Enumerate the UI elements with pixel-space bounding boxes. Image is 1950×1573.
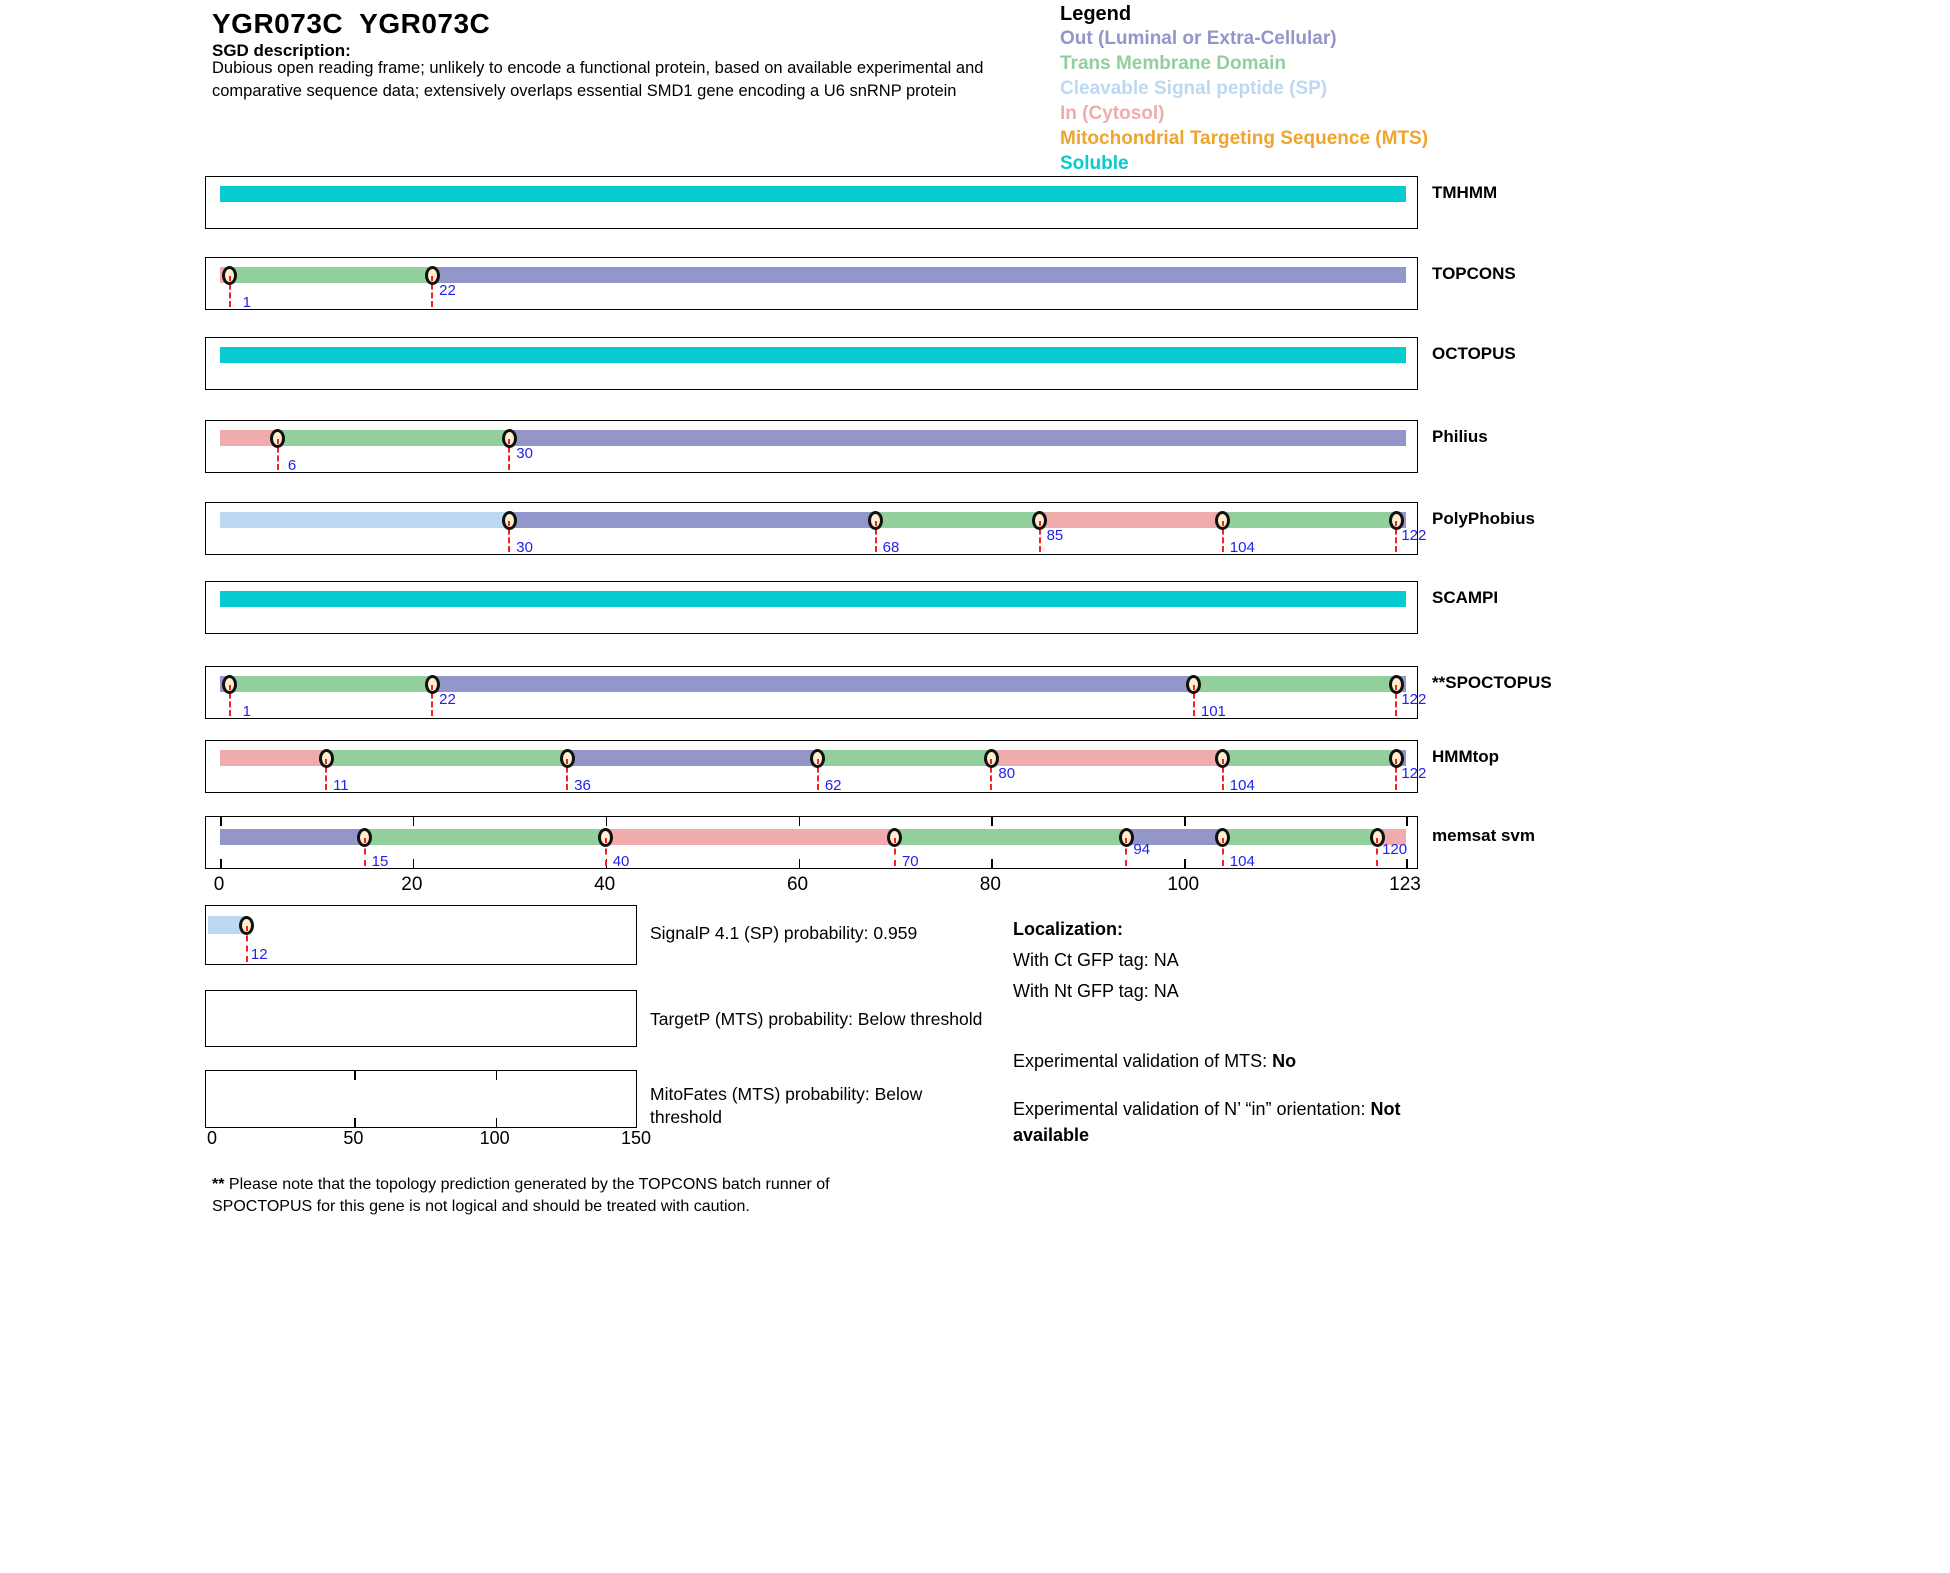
prob-axis-tick-label: 0 bbox=[206, 1128, 218, 1148]
ruler-tick-bottom bbox=[799, 859, 801, 868]
segment-out bbox=[509, 430, 1406, 446]
ruler-tick-bottom bbox=[1406, 859, 1408, 868]
position-label: 40 bbox=[612, 853, 630, 870]
boundary-marker bbox=[222, 266, 237, 285]
boundary-marker-dash bbox=[1125, 838, 1127, 843]
ruler-tick-bottom bbox=[413, 859, 415, 868]
prob-box-targetp bbox=[205, 990, 637, 1047]
localization-ct-gfp: With Ct GFP tag: NA bbox=[1013, 950, 1179, 970]
boundary-marker-dash bbox=[1222, 759, 1224, 764]
track-name-polyphobius: PolyPhobius bbox=[1432, 509, 1535, 528]
segment-tm bbox=[326, 750, 567, 766]
position-label: 22 bbox=[439, 691, 456, 708]
segment-soluble bbox=[220, 347, 1406, 363]
boundary-marker bbox=[357, 828, 372, 847]
boundary-marker bbox=[810, 749, 825, 768]
track-name-tmhmm: TMHMM bbox=[1432, 183, 1498, 202]
track-box-scampi bbox=[205, 581, 1418, 634]
segment-out bbox=[567, 750, 818, 766]
segment-in bbox=[991, 750, 1222, 766]
segment-soluble bbox=[220, 186, 1406, 202]
localization-nt-gfp: With Nt GFP tag: NA bbox=[1013, 981, 1179, 1001]
orientation-validation-line bbox=[1013, 1096, 1465, 1148]
track-box-topcons bbox=[205, 257, 1418, 310]
boundary-marker-dash bbox=[508, 521, 510, 526]
ruler-tick-top bbox=[496, 1071, 498, 1080]
position-label: 80 bbox=[998, 765, 1016, 782]
segment-tm bbox=[895, 829, 1126, 845]
position-label: 122 bbox=[1401, 691, 1427, 708]
segment-in bbox=[220, 750, 326, 766]
boundary-marker-dash bbox=[605, 838, 607, 843]
legend-items bbox=[1060, 26, 1428, 176]
track-box-tmhmm bbox=[205, 176, 1418, 229]
boundary-marker bbox=[1215, 828, 1230, 847]
segment-out bbox=[220, 829, 365, 845]
boundary-marker bbox=[502, 429, 517, 448]
ruler-tick-bottom bbox=[991, 859, 993, 868]
legend-item-tm: Trans Membrane Domain bbox=[1060, 53, 1286, 74]
segment-in bbox=[1040, 512, 1223, 528]
boundary-marker-dash bbox=[246, 926, 248, 931]
position-label: 22 bbox=[439, 282, 456, 299]
boundary-marker bbox=[1119, 828, 1134, 847]
axis-tick-label: 123 bbox=[1389, 874, 1421, 895]
prob-axis-tick-label: 50 bbox=[343, 1128, 364, 1148]
boundary-marker-dash bbox=[325, 759, 327, 764]
axis-tick-label: 60 bbox=[786, 874, 809, 895]
segment-tm bbox=[1223, 512, 1397, 528]
boundary-marker-dash bbox=[277, 439, 279, 444]
ruler-tick-top bbox=[799, 817, 801, 826]
footnote-text: Please note that the topology prediction generated by the TOPCONS batch runner of SPOCTOPUS for this gene is not logical and should be treated with caution. bbox=[212, 1176, 830, 1215]
sgd-description-line2: comparative sequence data; extensively overlaps essential SMD1 gene encoding a U6 snRNP protein bbox=[212, 82, 957, 100]
ruler-tick-bottom bbox=[354, 1118, 356, 1127]
boundary-marker-dash bbox=[1222, 521, 1224, 526]
track-box-polyphobius bbox=[205, 502, 1427, 556]
position-label: 104 bbox=[1229, 539, 1255, 556]
segment-in bbox=[606, 829, 895, 845]
prob-box-mitofates bbox=[205, 1070, 637, 1128]
track-box-hmmtop bbox=[205, 740, 1427, 794]
boundary-marker-dash bbox=[566, 759, 568, 764]
segment-tm bbox=[1194, 676, 1396, 692]
segment-tm bbox=[1223, 829, 1377, 845]
legend bbox=[1060, 3, 1428, 176]
segment-tm bbox=[230, 267, 432, 283]
track-name-topcons: TOPCONS bbox=[1432, 264, 1516, 283]
mts-validation-line bbox=[1013, 1048, 1483, 1074]
prob-label-signalp: SignalP 4.1 (SP) probability: 0.959 bbox=[650, 923, 918, 943]
position-label: 15 bbox=[371, 853, 389, 870]
boundary-marker bbox=[222, 675, 237, 694]
boundary-marker-dash bbox=[1222, 838, 1224, 843]
axis-tick-label: 100 bbox=[1167, 874, 1200, 895]
segment-tm bbox=[876, 512, 1040, 528]
boundary-marker bbox=[598, 828, 613, 847]
boundary-marker bbox=[868, 511, 883, 530]
axis-tick-label: 40 bbox=[594, 874, 616, 895]
prob-axis-tick-label: 150 bbox=[620, 1128, 652, 1148]
boundary-marker-dash bbox=[1395, 759, 1397, 764]
prob-label-targetp: TargetP (MTS) probability: Below threshold bbox=[650, 1009, 983, 1029]
boundary-marker bbox=[1215, 511, 1230, 530]
track-name-philius: Philius bbox=[1432, 427, 1488, 446]
boundary-marker-dash bbox=[431, 276, 433, 281]
position-label: 122 bbox=[1401, 527, 1427, 544]
ruler-tick-bottom bbox=[496, 1118, 498, 1127]
segment-out bbox=[432, 676, 1194, 692]
position-label: 12 bbox=[250, 946, 268, 963]
spoctopus-footnote bbox=[212, 1174, 902, 1218]
position-label: 94 bbox=[1133, 841, 1151, 858]
segment-tm bbox=[278, 430, 509, 446]
segment-tm bbox=[230, 676, 432, 692]
ruler-tick-top bbox=[413, 817, 415, 826]
boundary-marker bbox=[1186, 675, 1201, 694]
position-label: 101 bbox=[1200, 703, 1226, 720]
position-label: 120 bbox=[1382, 841, 1408, 858]
boundary-marker-dash bbox=[1039, 521, 1041, 526]
ruler-tick-top bbox=[606, 817, 608, 826]
legend-item-sp: Cleavable Signal peptide (SP) bbox=[1060, 78, 1328, 99]
ruler-tick-top bbox=[991, 817, 993, 826]
axis-tick-label: 0 bbox=[213, 874, 225, 895]
boundary-marker bbox=[1032, 511, 1047, 530]
mts-validation-value: No bbox=[1272, 1051, 1297, 1071]
position-label: 104 bbox=[1229, 777, 1255, 794]
track-box-spoctopus bbox=[205, 666, 1427, 720]
boundary-marker-dash bbox=[817, 759, 819, 764]
legend-item-soluble: Soluble bbox=[1060, 153, 1129, 174]
prob-label-mitofates: MitoFates (MTS) probability: Below threshold bbox=[650, 1084, 923, 1127]
boundary-marker-dash bbox=[1395, 685, 1397, 690]
position-label: 30 bbox=[516, 539, 533, 556]
track-name-hmmtop: HMMtop bbox=[1432, 747, 1500, 766]
legend-title: Legend bbox=[1060, 3, 1132, 25]
boundary-marker-dash bbox=[1395, 521, 1397, 526]
position-label: 30 bbox=[516, 445, 533, 462]
boundary-marker-dash bbox=[229, 276, 231, 281]
segment-soluble bbox=[220, 591, 1406, 607]
boundary-marker-dash bbox=[990, 759, 992, 764]
boundary-marker-dash bbox=[875, 521, 877, 526]
localization-title: Localization: bbox=[1013, 919, 1124, 939]
boundary-marker bbox=[425, 266, 440, 285]
position-label: 6 bbox=[287, 457, 297, 474]
prob-box-signalp bbox=[205, 905, 637, 965]
boundary-marker-dash bbox=[1193, 685, 1195, 690]
position-label: 68 bbox=[882, 539, 900, 556]
footnote-asterisks: ** bbox=[212, 1176, 225, 1193]
boundary-marker bbox=[239, 916, 254, 935]
ruler-tick-top bbox=[220, 817, 222, 826]
ruler-tick-top bbox=[354, 1071, 356, 1080]
mts-validation-label: Experimental validation of MTS: bbox=[1013, 1051, 1273, 1071]
position-label: 11 bbox=[333, 777, 349, 794]
position-label: 1 bbox=[242, 703, 251, 720]
boundary-marker bbox=[1215, 749, 1230, 768]
prob-axis-tick-label: 100 bbox=[479, 1128, 510, 1148]
orientation-validation-label: Experimental validation of N’ “in” orientation: bbox=[1013, 1099, 1371, 1119]
axis-tick-label: 20 bbox=[401, 874, 423, 895]
boundary-marker bbox=[887, 828, 902, 847]
track-box-memsat-svm bbox=[205, 816, 1418, 869]
track-name-spoctopus: **SPOCTOPUS bbox=[1432, 673, 1552, 692]
sgd-description-label: SGD description: bbox=[212, 41, 351, 60]
legend-item-in: In (Cytosol) bbox=[1060, 103, 1165, 124]
page-title: YGR073C YGR073C bbox=[212, 8, 491, 39]
ruler-tick-bottom bbox=[220, 859, 222, 868]
position-label: 1 bbox=[242, 294, 251, 311]
localization-block bbox=[1013, 916, 1483, 1004]
ruler-tick-top bbox=[1406, 817, 1408, 826]
ruler-tick-top bbox=[1184, 817, 1186, 826]
track-name-scampi: SCAMPI bbox=[1432, 588, 1499, 607]
segment-in bbox=[220, 430, 278, 446]
boundary-marker-dash bbox=[1376, 838, 1378, 843]
boundary-marker-dash bbox=[431, 685, 433, 690]
legend-item-out: Out (Luminal or Extra-Cellular) bbox=[1060, 28, 1337, 49]
segment-out bbox=[432, 267, 1406, 283]
boundary-marker bbox=[319, 749, 334, 768]
position-label: 122 bbox=[1401, 765, 1427, 782]
track-name-octopus: OCTOPUS bbox=[1432, 344, 1516, 363]
segment-out bbox=[509, 512, 875, 528]
boundary-marker-dash bbox=[229, 685, 231, 690]
position-label: 70 bbox=[901, 853, 919, 870]
track-name-memsat-svm: memsat svm bbox=[1432, 826, 1536, 845]
legend-item-mts: Mitochondrial Targeting Sequence (MTS) bbox=[1060, 128, 1429, 149]
position-label: 104 bbox=[1229, 853, 1255, 870]
position-label: 36 bbox=[574, 777, 591, 794]
position-label: 85 bbox=[1046, 527, 1064, 544]
boundary-marker bbox=[984, 749, 999, 768]
ruler-tick-bottom bbox=[1184, 859, 1186, 868]
boundary-marker-dash bbox=[364, 838, 366, 843]
boundary-marker bbox=[425, 675, 440, 694]
boundary-marker bbox=[502, 511, 517, 530]
segment-tm bbox=[365, 829, 606, 845]
position-label: 62 bbox=[824, 777, 842, 794]
sgd-description-line1: Dubious open reading frame; unlikely to encode a functional protein, based on available experimental and bbox=[212, 59, 984, 77]
segment-tm bbox=[818, 750, 992, 766]
boundary-marker bbox=[270, 429, 285, 448]
boundary-marker-dash bbox=[894, 838, 896, 843]
segment-sp bbox=[220, 512, 509, 528]
track-box-octopus bbox=[205, 337, 1418, 390]
track-box-philius bbox=[205, 420, 1418, 473]
segment-tm bbox=[1223, 750, 1397, 766]
axis-tick-label: 80 bbox=[979, 874, 1001, 895]
orientation-validation-value: Not available bbox=[1013, 1099, 1401, 1145]
boundary-marker-dash bbox=[508, 439, 510, 444]
boundary-marker bbox=[560, 749, 575, 768]
